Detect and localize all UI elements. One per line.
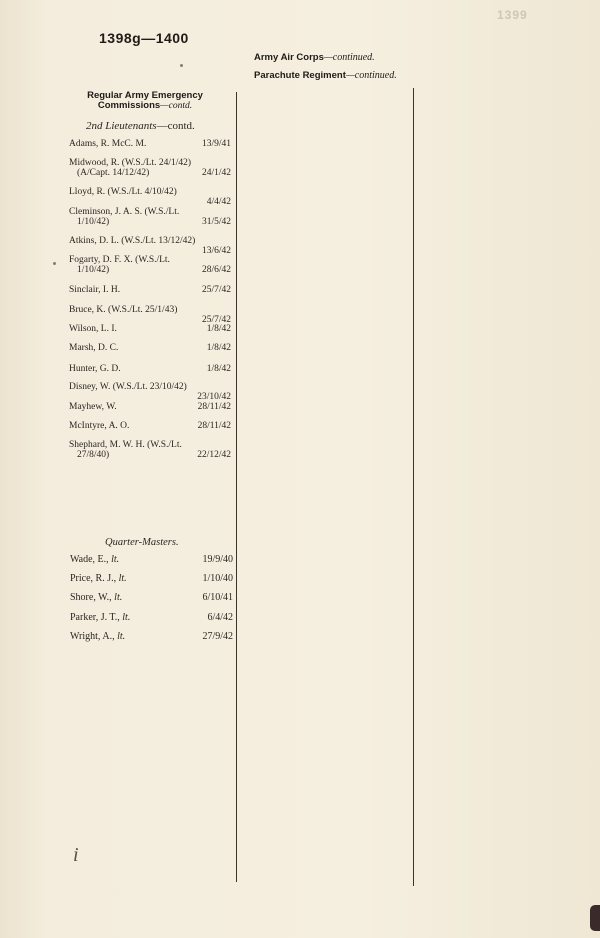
entry-name: Fogarty, D. F. X. (W.S./Lt. <box>69 255 170 265</box>
qm-name: Shore, W., <box>70 592 112 603</box>
column-divider-right <box>413 88 414 886</box>
qm-date: 19/9/40 <box>202 554 233 565</box>
entry-name-line2: (A/Capt. 14/12/42) <box>77 168 150 178</box>
page-number: 1398g—1400 <box>99 30 189 46</box>
entry-date: 13/9/41 <box>201 139 231 149</box>
entry-name: Atkins, D. L. (W.S./Lt. 13/12/42) <box>69 236 196 246</box>
entry-date: 31/5/42 <box>201 217 231 227</box>
qm-name: Price, R. J., <box>70 573 117 584</box>
entry-date: 1/8/42 <box>206 364 231 374</box>
entry-date: 23/10/42 <box>197 392 231 402</box>
qm-date: 27/9/42 <box>202 631 233 642</box>
qm-rank: lt. <box>111 554 120 565</box>
list-item <box>69 343 231 353</box>
list-item <box>69 382 231 402</box>
list-item <box>69 402 231 412</box>
quarter-masters-title <box>105 537 179 548</box>
list-item <box>69 207 231 227</box>
qm-date: 6/4/42 <box>207 612 233 623</box>
entry-date: 13/6/42 <box>201 246 231 256</box>
entry-name: Hunter, G. D. <box>69 364 121 374</box>
entry-name: McIntyre, A. O. <box>69 421 130 431</box>
qm-name: Wright, A., <box>70 631 115 642</box>
speck <box>180 64 183 67</box>
subhead-italic: 2nd Lieutenants <box>86 120 157 132</box>
header-line2-bold: Parachute Regiment <box>254 70 346 81</box>
subhead-rest: —contd. <box>156 120 195 132</box>
list-item <box>69 305 231 325</box>
entry-name: Disney, W. (W.S./Lt. 23/10/42) <box>69 382 187 392</box>
section-title-contd: —contd. <box>160 101 193 111</box>
entry-name: Shephard, M. W. H. (W.S./Lt. <box>69 440 182 450</box>
entry-date: 25/7/42 <box>201 315 231 325</box>
header-line1-bold: Army Air Corps <box>254 52 324 63</box>
speck <box>53 262 56 265</box>
entry-name: Bruce, K. (W.S./Lt. 25/1/43) <box>69 305 178 315</box>
quarter-masters-title-text: Quarter-Masters. <box>105 537 179 548</box>
qm-rank: lt. <box>122 612 131 623</box>
table-row <box>70 555 233 565</box>
entry-name: Adams, R. McC. M. <box>69 139 147 149</box>
header-army-air-corps <box>254 52 375 63</box>
entry-name: Marsh, D. C. <box>69 343 119 353</box>
qm-name: Parker, J. T., <box>70 612 120 623</box>
list-item <box>69 440 231 460</box>
list-item <box>69 255 231 275</box>
entry-date: 28/6/42 <box>201 265 231 275</box>
header-line2-italic: —continued. <box>345 70 397 81</box>
table-row <box>70 613 233 623</box>
list-item <box>69 158 231 178</box>
qm-rank: lt. <box>118 573 127 584</box>
list-item <box>69 324 231 334</box>
footer-mark: i <box>73 844 79 866</box>
table-row <box>70 574 233 584</box>
qm-rank: lt. <box>114 592 123 603</box>
entry-name-line2: 1/10/42) <box>77 265 110 275</box>
entry-name: Wilson, L. I. <box>69 324 117 334</box>
page-edge-mark <box>590 905 600 931</box>
section-title-line1: Regular Army Emergency <box>87 90 203 101</box>
entry-date: 24/1/42 <box>201 168 231 178</box>
entry-date: 1/8/42 <box>206 343 231 353</box>
bleed-through-text: 1399 <box>497 8 528 22</box>
entry-date: 28/11/42 <box>197 421 231 431</box>
list-item <box>69 139 231 149</box>
entry-date: 1/8/42 <box>206 324 231 334</box>
subhead-2nd-lieutenants <box>86 120 195 132</box>
entry-name: Mayhew, W. <box>69 402 117 412</box>
section-title-line2: Commissions <box>97 100 161 111</box>
list-item <box>69 364 231 374</box>
list-item <box>69 187 231 207</box>
entry-date: 22/12/42 <box>197 450 231 460</box>
list-item <box>69 421 231 431</box>
header-parachute-regiment <box>254 70 397 81</box>
entry-name: Sinclair, I. H. <box>69 285 121 295</box>
qm-date: 6/10/41 <box>202 592 233 603</box>
list-item <box>69 285 231 295</box>
header-line1-italic: —continued. <box>323 52 375 63</box>
qm-date: 1/10/40 <box>202 573 233 584</box>
entry-date: 25/7/42 <box>201 285 231 295</box>
entry-date: 28/11/42 <box>197 402 231 412</box>
column-divider-left <box>236 92 237 882</box>
qm-rank: lt. <box>117 631 126 642</box>
section-title <box>70 91 220 111</box>
table-row <box>70 593 233 603</box>
entry-name: Midwood, R. (W.S./Lt. 24/1/42) <box>69 158 192 168</box>
entry-name: Lloyd, R. (W.S./Lt. 4/10/42) <box>69 187 177 197</box>
table-row <box>70 632 233 642</box>
entry-name-line2: 27/8/40) <box>77 450 110 460</box>
list-item <box>69 236 231 256</box>
entry-name-line2: 1/10/42) <box>77 217 110 227</box>
qm-name: Wade, E., <box>70 554 109 565</box>
entry-name: Cleminson, J. A. S. (W.S./Lt. <box>69 207 180 217</box>
entry-date: 4/4/42 <box>206 197 231 207</box>
